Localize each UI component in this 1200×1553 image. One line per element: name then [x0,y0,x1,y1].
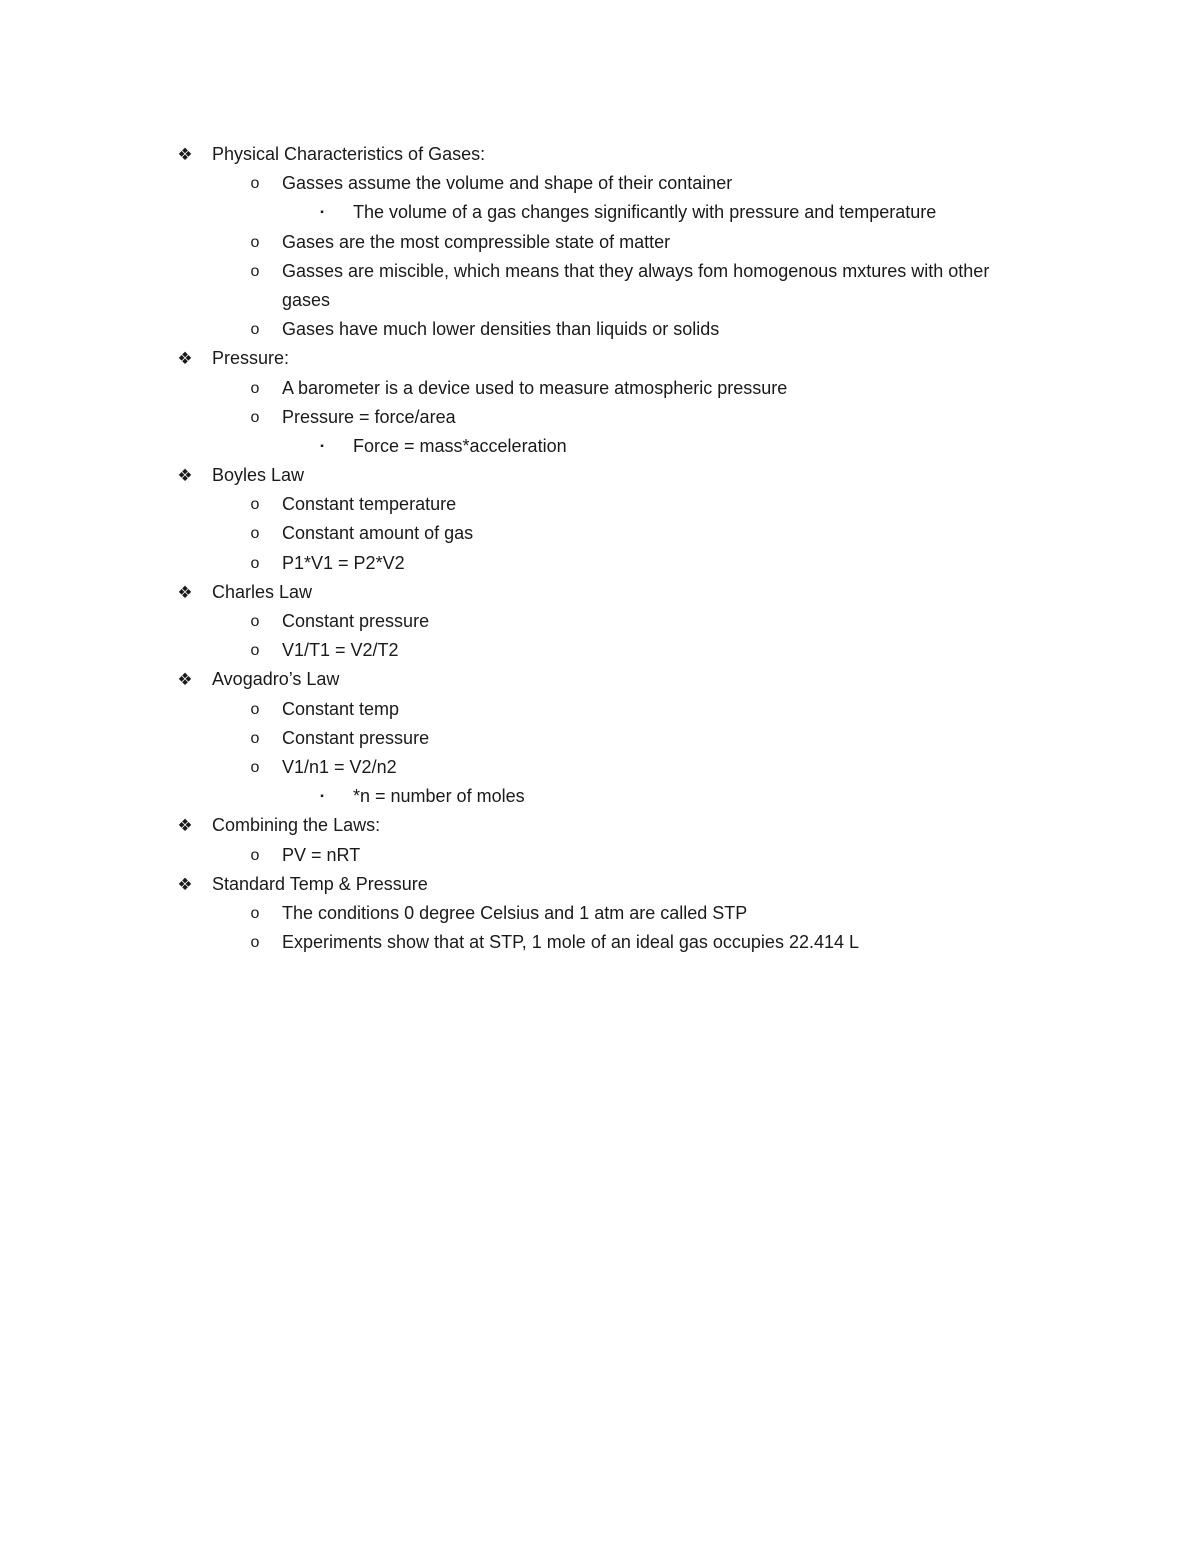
list-item-text: PV = nRT [282,844,361,865]
circle-bullet-icon: o [250,496,260,514]
circle-bullet-icon: o [250,262,260,280]
section-heading: Boyles Law [212,465,305,486]
list-item-text: Gasses are miscible, which means that they always fom homogenous mxtures with other [282,260,990,281]
list-item [0,403,1200,432]
diamond-bullet-icon: ❖ [177,582,193,602]
section-heading-line [0,461,1200,490]
diamond-bullet-icon: ❖ [177,670,193,690]
list-item [0,841,1200,870]
circle-bullet-icon: o [250,934,260,952]
list-item-text: gases [282,289,331,310]
circle-bullet-icon: o [250,379,260,397]
list-item [0,315,1200,344]
list-item-text: Pressure = force/area [282,406,456,427]
list-item-text: A barometer is a device used to measure atmospheric pressure [282,377,788,398]
circle-bullet-icon: o [250,904,260,922]
list-item-text: Constant temperature [282,494,457,515]
list-item-text: The conditions 0 degree Celsius and 1 atm are called STP [282,902,748,923]
list-item-text: Constant temp [282,698,400,719]
list-item-text: Constant pressure [282,611,430,631]
list-item [0,636,1200,665]
circle-bullet-icon: o [250,321,260,339]
circle-bullet-icon: o [250,613,260,630]
section-heading: Standard Temp & Pressure [212,873,428,894]
list-item [0,257,1200,286]
circle-bullet-icon: o [250,758,260,776]
circle-bullet-icon: o [250,846,260,864]
diamond-bullet-icon: ❖ [177,874,193,894]
sub-item-text: The volume of a gas changes significantly with pressure and temperature [353,202,937,223]
list-item [0,607,1200,636]
diamond-bullet-icon: ❖ [177,466,193,486]
circle-bullet-icon: o [250,729,260,747]
sub-list-item [0,782,1200,811]
list-item [0,519,1200,548]
circle-bullet-icon: o [250,554,260,572]
diamond-bullet-icon: ❖ [177,816,193,836]
section-heading: Combining the Laws: [212,815,381,836]
sub-list-item [0,198,1200,227]
section-heading-line [0,811,1200,840]
sub-item-text: *n = number of moles [353,786,525,807]
list-item-continuation [0,286,1200,315]
list-item-text: P1*V1 = P2*V2 [282,552,405,573]
list-item-text: Constant pressure [282,727,430,748]
section-heading-line [0,344,1200,373]
list-item-text: V1/T1 = V2/T2 [282,640,399,661]
section-heading: Physical Characteristics of Gases: [212,144,486,164]
sub-list-item [0,432,1200,461]
sub-item-text: Force = mass*acceleration [353,435,567,456]
list-item [0,169,1200,198]
section-heading-line [0,140,1200,169]
list-item-text: Constant amount of gas [282,523,474,544]
list-item [0,549,1200,578]
diamond-bullet-icon: ❖ [177,145,193,164]
section-heading-line [0,665,1200,694]
list-item-text: Experiments show that at STP, 1 mole of an ideal gas occupies 22.414 L [282,932,860,953]
list-item [0,695,1200,724]
list-item [0,228,1200,257]
list-item-text: Gases are the most compressible state of matter [282,231,671,252]
circle-bullet-icon: o [250,525,260,543]
circle-bullet-icon: o [250,642,260,660]
circle-bullet-icon: o [250,408,260,426]
square-bullet-icon: ▪ [320,440,324,452]
list-item [0,490,1200,519]
square-bullet-icon: ▪ [320,207,324,219]
circle-bullet-icon: o [250,700,260,718]
section-heading-line [0,870,1200,899]
section-heading: Avogadro’s Law [212,669,340,690]
list-item [0,928,1200,957]
list-item-text: Gasses assume the volume and shape of their container [282,173,733,194]
list-item [0,899,1200,928]
list-item [0,724,1200,753]
list-item-text: Gases have much lower densities than liquids or solids [282,319,720,340]
list-item-text: V1/n1 = V2/n2 [282,756,397,777]
list-item [0,753,1200,782]
section-heading: Pressure: [212,348,290,369]
circle-bullet-icon: o [250,175,260,193]
notes-outline [0,140,1200,957]
diamond-bullet-icon: ❖ [177,349,193,369]
section-heading: Charles Law [212,581,313,602]
circle-bullet-icon: o [250,233,260,251]
list-item [0,374,1200,403]
section-heading-line [0,578,1200,607]
square-bullet-icon: ▪ [320,791,324,803]
